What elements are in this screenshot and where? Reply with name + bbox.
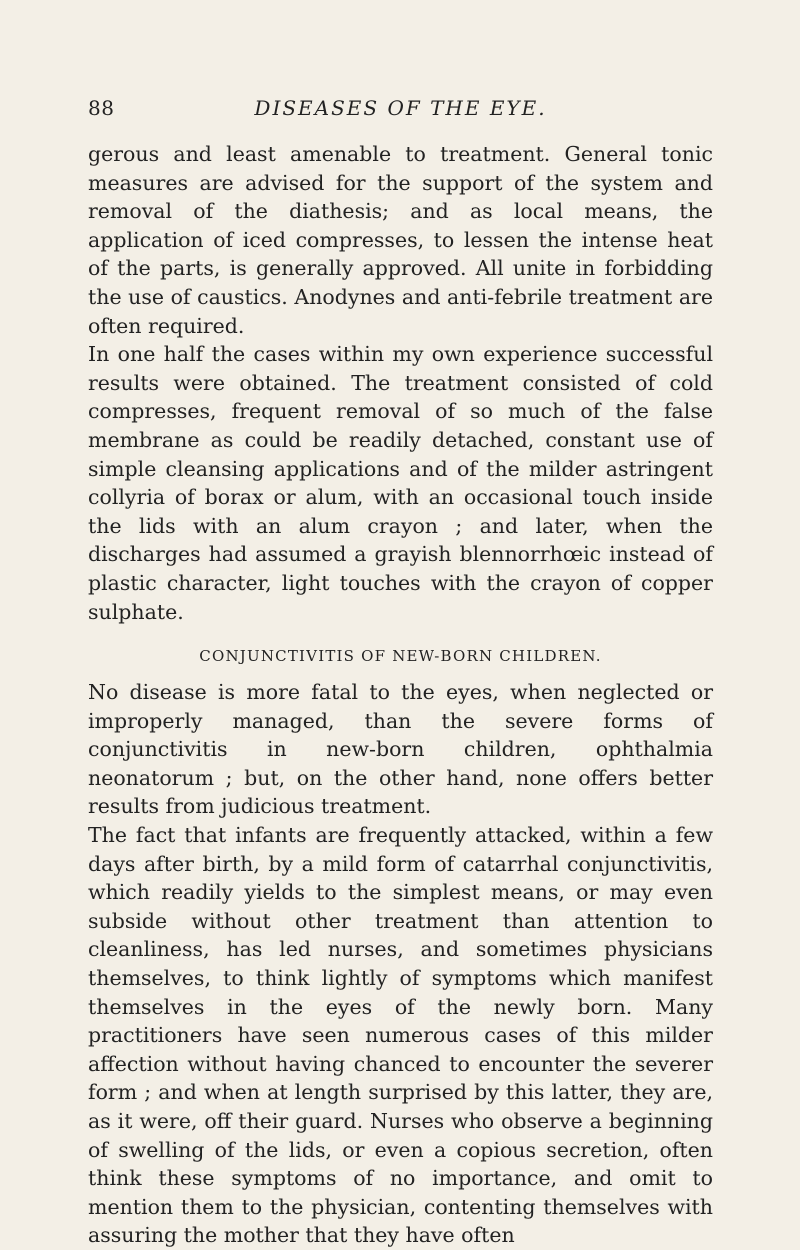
page-header — [88, 96, 713, 126]
paragraph: gerous and least amenable to treatment. General tonic measures are advised for the support of the system and removal of the diathesis; and as local means, the application of iced compresses, to lessen the intense heat of the parts, is generally approved. All unite in forbidding the use of caustics. Anodynes and anti-febrile treatment are often required. — [88, 142, 713, 338]
body-text — [88, 140, 713, 1250]
paragraph: In one half the cases within my own experience successful results were obtained. The treatment consisted of cold compresses, frequent removal of so much of the false membrane as could be readily detached, constant use of simple cleansing applications and of the milder astringent collyria of borax or alum, with an occasional touch inside the lids with an alum crayon ; and later, when the discharges had assumed a grayish blennorrhœic instead of plastic character, light touches with the crayon of copper sulphate. — [88, 342, 713, 624]
paragraph: The fact that infants are frequently attacked, within a few days after birth, by a mild form of catarrhal conjunctivitis, which readily yields to the simplest means, or may even subside without other treatment than attention to cleanliness, has led nurses, and sometimes physicians themselves, to think lightly of symptoms which manifest themselves in the eyes of the newly born. Many practitioners have seen numerous cases of this milder affection without having chanced to encounter the severer form ; and when at length surprised by this latter, they are, as it were, off their guard. Nurses who observe a beginning of swelling of the lids, or even a copious secretion, often think these symptoms of no importance, and omit to mention them to the physician, contenting themselves with assuring the mother that they have often — [88, 823, 713, 1248]
section-heading: CONJUNCTIVITIS OF NEW-BORN CHILDREN. — [199, 647, 602, 666]
page-number: 88 — [88, 96, 115, 120]
paragraph: No disease is more fatal to the eyes, when neglected or improperly managed, than the severe forms of conjunctivitis in new-born children, ophthalmia neonatorum ; but, on the other hand, none offers better results from judicious treatment. — [88, 680, 713, 819]
running-title: DISEASES OF THE EYE. — [254, 96, 547, 120]
